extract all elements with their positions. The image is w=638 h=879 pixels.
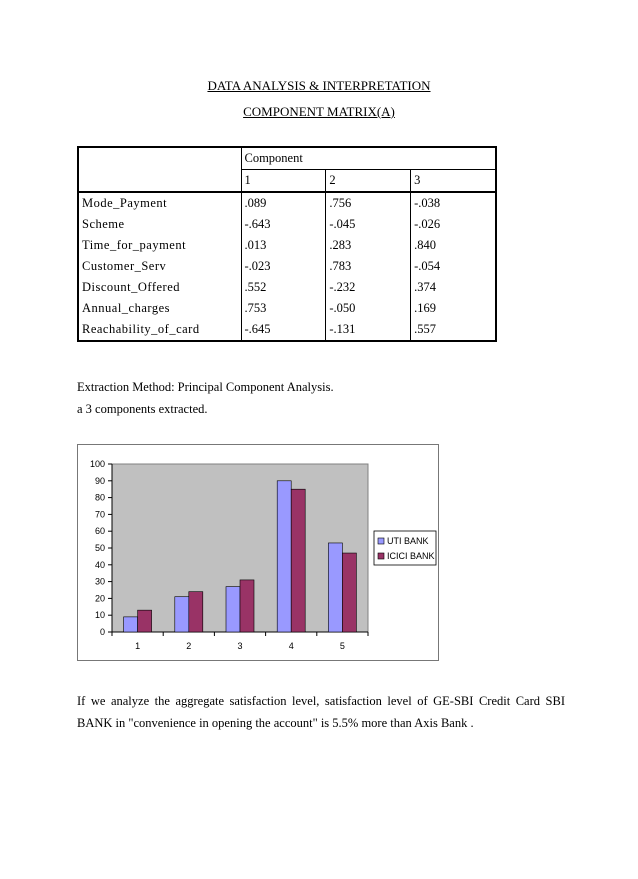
- y-tick-label: 80: [94, 492, 105, 503]
- bar-icici-bank: [189, 592, 203, 632]
- loading-value: .756: [326, 192, 411, 214]
- y-tick-label: 20: [94, 593, 105, 604]
- variable-label: Mode_Payment: [78, 192, 241, 214]
- y-tick-label: 0: [99, 627, 105, 637]
- matrix-row: [78, 192, 496, 214]
- x-tick-label: 2: [186, 641, 192, 651]
- legend-label: ICICI BANK: [387, 551, 435, 561]
- variable-label: Discount_Offered: [78, 277, 241, 298]
- bar-icici-bank: [138, 610, 152, 632]
- loading-value: -.643: [241, 214, 326, 235]
- variable-label: Scheme: [78, 214, 241, 235]
- x-tick-label: 4: [288, 641, 294, 651]
- matrix-row: [78, 235, 496, 256]
- loading-value: .089: [241, 192, 326, 214]
- loading-value: -.038: [411, 192, 496, 214]
- loading-value: -.023: [241, 256, 326, 277]
- bar-icici-bank: [240, 580, 254, 632]
- loading-value: .753: [241, 298, 326, 319]
- loading-value: .783: [326, 256, 411, 277]
- y-tick-label: 100: [89, 459, 105, 469]
- loading-value: .557: [411, 319, 496, 341]
- component-number-1: 1: [241, 170, 326, 193]
- y-tick-label: 70: [94, 509, 105, 520]
- bar-uti-bank: [175, 597, 189, 632]
- loading-value: .283: [326, 235, 411, 256]
- legend-swatch: [378, 553, 384, 559]
- variable-label: Reachability_of_card: [78, 319, 241, 341]
- bar-chart-canvas: [78, 445, 438, 660]
- matrix-corner-cell: [78, 147, 241, 192]
- matrix-row: [78, 214, 496, 235]
- components-extracted-note: a 3 components extracted.: [77, 402, 208, 416]
- loading-value: .169: [411, 298, 496, 319]
- variable-label: Annual_charges: [78, 298, 241, 319]
- loading-value: -.131: [326, 319, 411, 341]
- component-matrix-table: [77, 146, 497, 342]
- matrix-row: [78, 256, 496, 277]
- legend-swatch: [378, 538, 384, 544]
- y-tick-label: 50: [94, 543, 105, 553]
- bar-uti-bank: [124, 617, 138, 632]
- x-tick-label: 5: [339, 641, 345, 651]
- loading-value: .840: [411, 235, 496, 256]
- legend-label: UTI BANK: [387, 536, 429, 546]
- extraction-method-note: Extraction Method: Principal Component Analysis.: [77, 380, 334, 394]
- loading-value: -.026: [411, 214, 496, 235]
- loading-value: -.045: [326, 214, 411, 235]
- component-number-2: 2: [326, 170, 411, 193]
- component-header: Component: [241, 147, 496, 170]
- loading-value: .013: [241, 235, 326, 256]
- y-tick-label: 60: [94, 526, 105, 537]
- variable-label: Customer_Serv: [78, 256, 241, 277]
- bar-uti-bank: [226, 587, 240, 632]
- y-tick-label: 30: [94, 576, 105, 587]
- page-heading: DATA ANALYSIS & INTERPRETATION: [207, 78, 431, 93]
- bar-icici-bank: [342, 553, 356, 632]
- y-tick-label: 90: [94, 475, 105, 486]
- bar-uti-bank: [328, 543, 342, 632]
- y-tick-label: 40: [94, 559, 105, 570]
- matrix-row: [78, 319, 496, 341]
- matrix-title: COMPONENT MATRIX(A): [243, 104, 395, 119]
- loading-value: -.050: [326, 298, 411, 319]
- loading-value: -.054: [411, 256, 496, 277]
- x-tick-label: 3: [237, 641, 243, 651]
- matrix-row: [78, 277, 496, 298]
- variable-label: Time_for_payment: [78, 235, 241, 256]
- loading-value: -.232: [326, 277, 411, 298]
- y-tick-label: 10: [94, 610, 105, 621]
- matrix-header-row: [78, 147, 496, 170]
- bar-uti-bank: [277, 481, 291, 632]
- matrix-row: [78, 298, 496, 319]
- loading-value: .374: [411, 277, 496, 298]
- bar-icici-bank: [291, 489, 305, 632]
- bar-chart: [77, 444, 439, 661]
- loading-value: .552: [241, 277, 326, 298]
- analysis-paragraph: If we analyze the aggregate satisfaction level, satisfaction level of GE-SBI Credit Card SBI BANK in "convenience in opening the account" is 5.5% more than Axis Bank .: [77, 694, 565, 730]
- x-tick-label: 1: [135, 641, 141, 651]
- component-number-3: 3: [411, 170, 496, 193]
- loading-value: -.645: [241, 319, 326, 341]
